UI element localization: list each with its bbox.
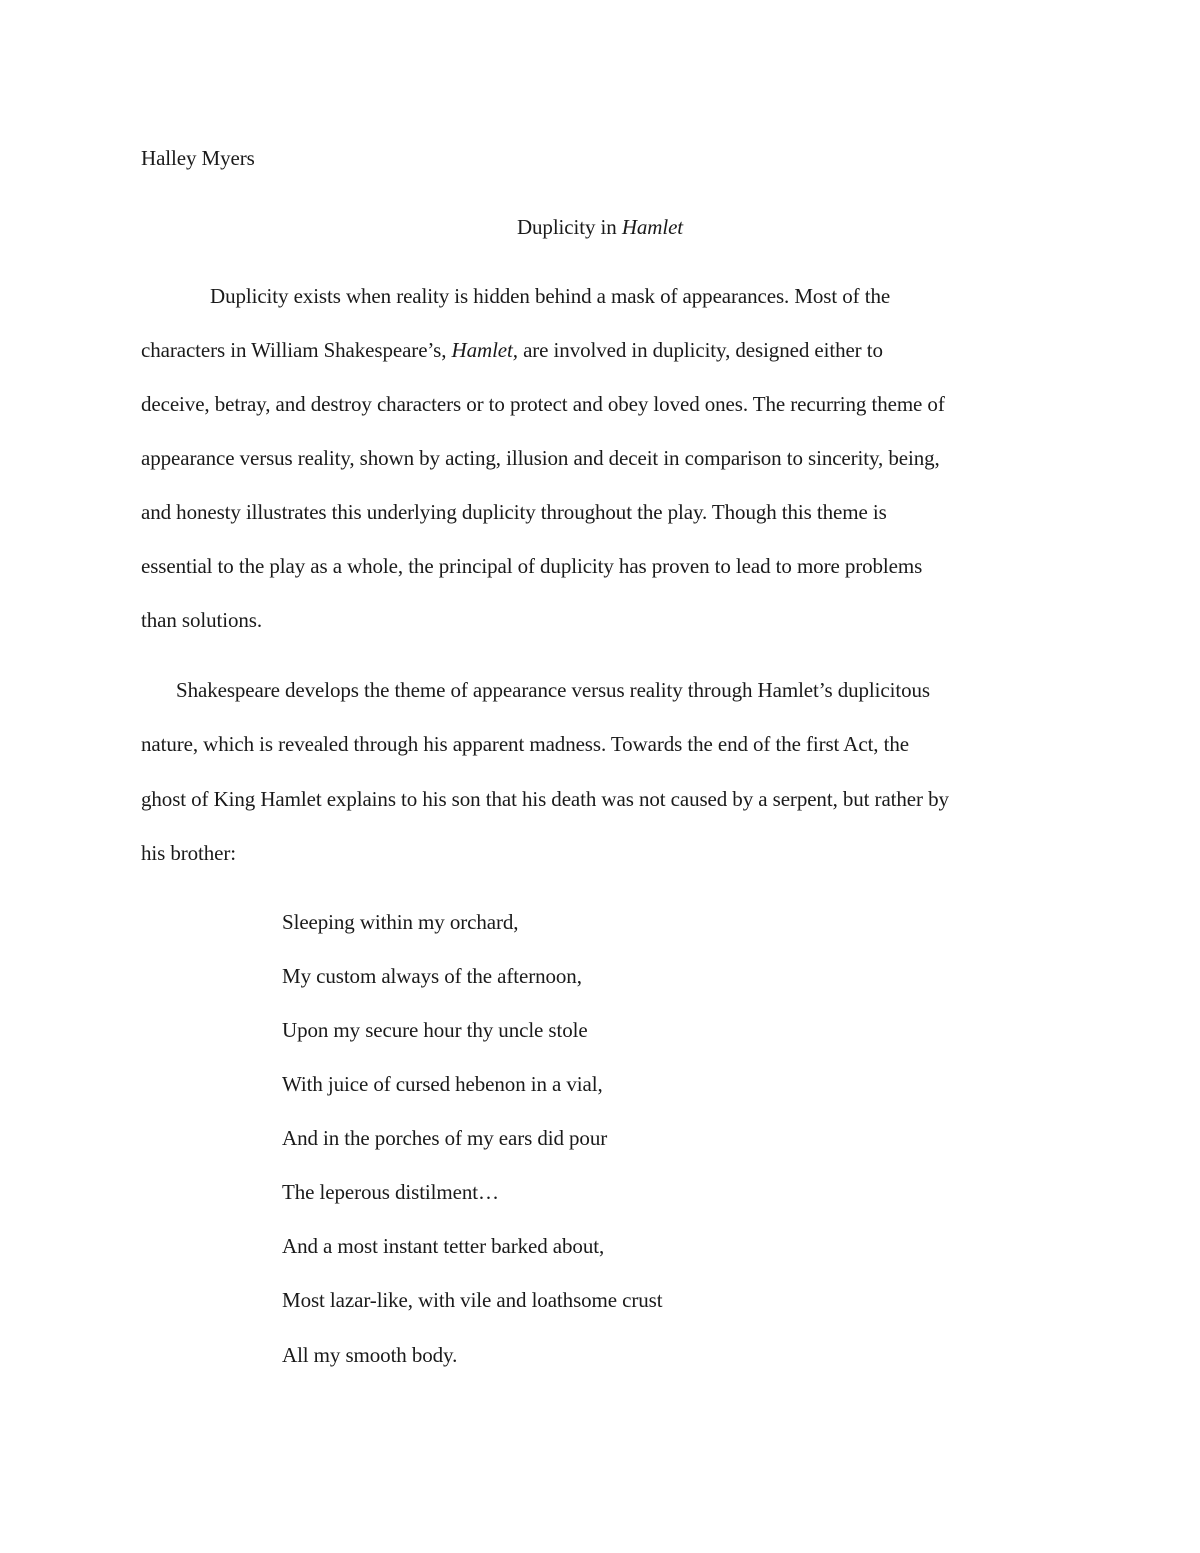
- paragraph-1-line-3: deceive, betray, and destroy characters or to protect and obey loved ones. The recurring theme of: [141, 392, 945, 416]
- paragraph-1-line-1: Duplicity exists when reality is hidden behind a mask of appearances. Most of the: [210, 284, 891, 308]
- paragraph-1-line-6: essential to the play as a whole, the principal of duplicity has proven to lead to more problems: [141, 554, 923, 578]
- block-quote-line: With juice of cursed hebenon in a vial,: [282, 1072, 603, 1096]
- block-quote-line: Upon my secure hour thy uncle stole: [282, 1018, 588, 1042]
- paragraph-1-line-4: appearance versus reality, shown by acting, illusion and deceit in comparison to sincerity, being,: [141, 446, 940, 470]
- block-quote-line: The leperous distilment…: [282, 1180, 499, 1204]
- paragraph-2-line-2: nature, which is revealed through his apparent madness. Towards the end of the first Act, the: [141, 732, 909, 756]
- paragraph-1-line-2-suffix: are involved in duplicity, designed either to: [517, 338, 883, 362]
- block-quote-line: And a most instant tetter barked about,: [282, 1234, 605, 1258]
- essay-title-prefix: Duplicity in: [516, 215, 622, 239]
- block-quote-line: Most lazar-like, with vile and loathsome crust: [282, 1288, 663, 1312]
- paragraph-1-line-2-prefix: characters in William Shakespeare’s,: [141, 338, 452, 362]
- paragraph-1-line-7: than solutions.: [141, 608, 263, 632]
- paragraph-1-line-5: and honesty illustrates this underlying duplicity throughout the play. Though this theme is: [141, 500, 887, 524]
- block-quote-line: Sleeping within my orchard,: [282, 910, 519, 934]
- essay-title-italic: Hamlet: [621, 215, 684, 239]
- block-quote-line: All my smooth body.: [282, 1343, 458, 1367]
- essay-title: [0, 215, 1200, 239]
- paragraph-2-line-3: ghost of King Hamlet explains to his son that his death was not caused by a serpent, but rather by: [141, 787, 949, 811]
- block-quote-line: My custom always of the afternoon,: [282, 964, 582, 988]
- paragraph-2-line-4: his brother:: [141, 841, 237, 865]
- block-quote-line: And in the porches of my ears did pour: [282, 1126, 608, 1150]
- paragraph-1-line-2-italic: Hamlet,: [451, 338, 518, 362]
- paragraph-1-line-2: [141, 338, 883, 362]
- author-name: Halley Myers: [141, 146, 255, 170]
- paragraph-2-line-1: Shakespeare develops the theme of appearance versus reality through Hamlet’s duplicitous: [176, 678, 930, 702]
